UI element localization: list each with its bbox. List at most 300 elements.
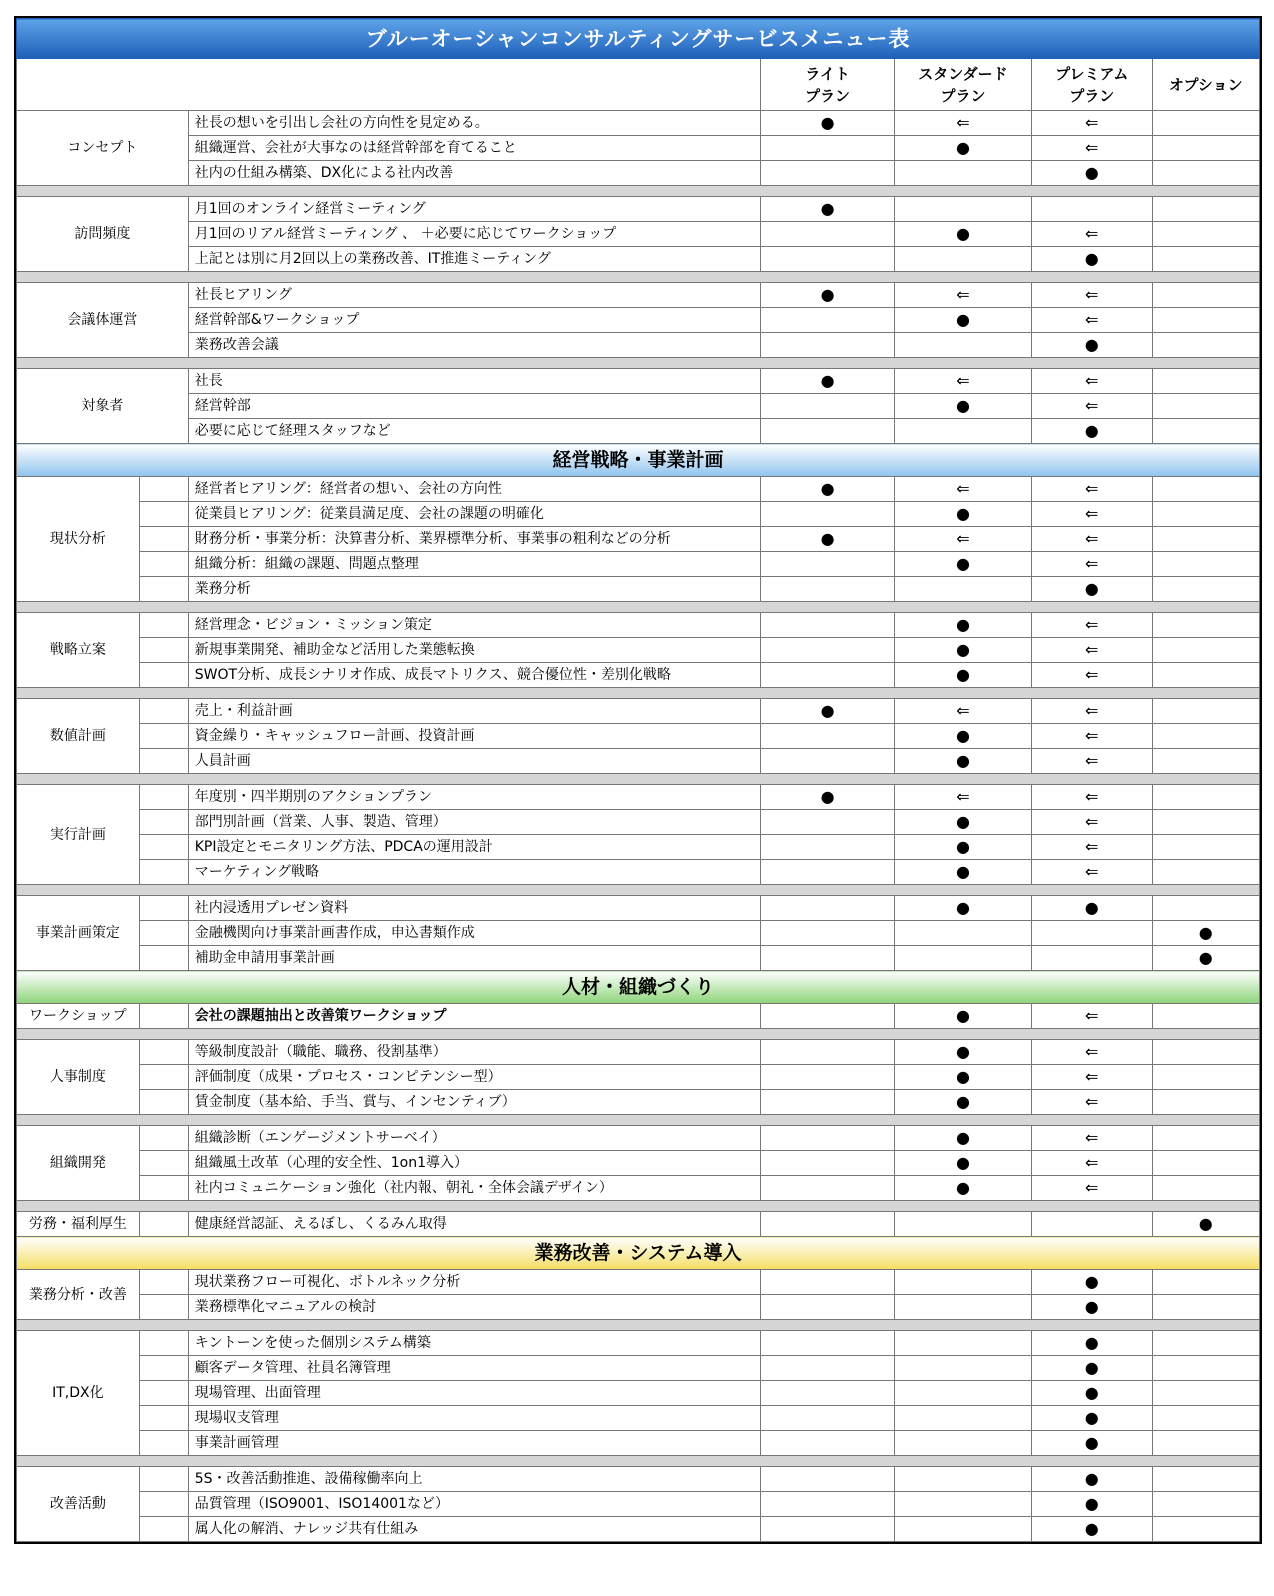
separator-cell: [17, 688, 1260, 699]
mark-standard: ⇐: [895, 527, 1032, 552]
table-row: [17, 1176, 1260, 1201]
table-row: [17, 699, 1260, 724]
mark-lite: [761, 502, 895, 527]
mark-standard: ●: [895, 810, 1032, 835]
mark-option: [1152, 419, 1259, 444]
table-row: [17, 785, 1260, 810]
group-separator: [17, 186, 1260, 197]
mark-option: [1152, 1270, 1259, 1295]
mark-premium: ⇐: [1031, 1176, 1152, 1201]
mark-standard: [895, 921, 1032, 946]
mark-lite: ●: [761, 369, 895, 394]
mark-premium: ⇐: [1031, 1004, 1152, 1029]
mark-premium: ●: [1031, 896, 1152, 921]
mark-premium: ⇐: [1031, 136, 1152, 161]
mark-option: [1152, 1040, 1259, 1065]
mark-lite: [761, 1004, 895, 1029]
table-row: [17, 477, 1260, 502]
item-description: 月1回のリアル経営ミーティング 、 ＋必要に応じてワークショップ: [188, 222, 760, 247]
subcategory-cell: [139, 552, 188, 577]
item-description: 社長ヒアリング: [188, 283, 760, 308]
subcategory-cell: [139, 724, 188, 749]
mark-lite: [761, 946, 895, 971]
subcategory-cell: [139, 1331, 188, 1356]
mark-lite: [761, 896, 895, 921]
mark-premium: ⇐: [1031, 1040, 1152, 1065]
mark-premium: ⇐: [1031, 749, 1152, 774]
mark-standard: ●: [895, 1176, 1032, 1201]
item-description: 健康経営認証、えるぼし、くるみん取得: [188, 1212, 760, 1237]
mark-standard: ⇐: [895, 477, 1032, 502]
section-header-row: [17, 1237, 1260, 1270]
mark-option: [1152, 111, 1259, 136]
header-lite-plan: ライト プラン: [761, 59, 895, 111]
mark-option: [1152, 333, 1259, 358]
mark-premium: ⇐: [1031, 527, 1152, 552]
mark-standard: ●: [895, 552, 1032, 577]
mark-option: [1152, 136, 1259, 161]
mark-lite: ●: [761, 111, 895, 136]
mark-premium: ●: [1031, 1517, 1152, 1542]
mark-lite: [761, 577, 895, 602]
mark-lite: ●: [761, 699, 895, 724]
mark-lite: [761, 835, 895, 860]
mark-premium: ⇐: [1031, 552, 1152, 577]
table-row: [17, 1270, 1260, 1295]
mark-premium: ⇐: [1031, 283, 1152, 308]
subcategory-cell: [139, 1004, 188, 1029]
mark-standard: ⇐: [895, 283, 1032, 308]
mark-lite: [761, 394, 895, 419]
separator-cell: [17, 272, 1260, 283]
header-premium-plan: プレミアム プラン: [1031, 59, 1152, 111]
mark-standard: ⇐: [895, 111, 1032, 136]
mark-standard: [895, 197, 1032, 222]
mark-lite: [761, 1356, 895, 1381]
table-row: [17, 1381, 1260, 1406]
mark-lite: [761, 1040, 895, 1065]
mark-premium: ⇐: [1031, 785, 1152, 810]
item-description: 評価制度（成果・プロセス・コンピテンシー型）: [188, 1065, 760, 1090]
mark-lite: [761, 161, 895, 186]
mark-option: [1152, 1065, 1259, 1090]
mark-standard: [895, 1212, 1032, 1237]
header-blank: [17, 59, 761, 111]
item-description: KPI設定とモニタリング方法、PDCAの運用設計: [188, 835, 760, 860]
mark-lite: [761, 613, 895, 638]
mark-standard: ●: [895, 860, 1032, 885]
group-separator: [17, 1115, 1260, 1126]
subcategory-cell: [139, 1270, 188, 1295]
mark-lite: [761, 1492, 895, 1517]
mark-lite: [761, 1065, 895, 1090]
category-label: 人事制度: [17, 1040, 140, 1115]
item-description: 部門別計画（営業、人事、製造、管理）: [188, 810, 760, 835]
separator-cell: [17, 774, 1260, 785]
table-row: [17, 921, 1260, 946]
mark-premium: ⇐: [1031, 1065, 1152, 1090]
mark-option: [1152, 247, 1259, 272]
mark-lite: [761, 724, 895, 749]
mark-standard: ●: [895, 1151, 1032, 1176]
mark-standard: [895, 333, 1032, 358]
subcategory-cell: [139, 1176, 188, 1201]
table-row: [17, 1356, 1260, 1381]
mark-lite: [761, 1381, 895, 1406]
item-description: 経営理念・ビジョン・ミッション策定: [188, 613, 760, 638]
table-row: [17, 896, 1260, 921]
mark-premium: ⇐: [1031, 394, 1152, 419]
category-label: IT,DX化: [17, 1331, 140, 1456]
category-label: 改善活動: [17, 1467, 140, 1542]
mark-standard: [895, 577, 1032, 602]
mark-option: [1152, 1492, 1259, 1517]
table-row: [17, 552, 1260, 577]
subcategory-cell: [139, 1517, 188, 1542]
category-label: ワークショップ: [17, 1004, 140, 1029]
mark-premium: ⇐: [1031, 663, 1152, 688]
mark-premium: ⇐: [1031, 308, 1152, 333]
item-description: 等級制度設計（職能、職務、役割基準）: [188, 1040, 760, 1065]
category-label: 会議体運営: [17, 283, 189, 358]
mark-premium: ⇐: [1031, 1151, 1152, 1176]
group-separator: [17, 774, 1260, 785]
mark-option: [1152, 810, 1259, 835]
mark-standard: [895, 1492, 1032, 1517]
item-description: 社長: [188, 369, 760, 394]
mark-premium: ●: [1031, 1492, 1152, 1517]
table-row: [17, 308, 1260, 333]
mark-lite: [761, 663, 895, 688]
category-label: 実行計画: [17, 785, 140, 885]
item-description: 組織風土改革（心理的安全性、1on1導入）: [188, 1151, 760, 1176]
mark-option: [1152, 785, 1259, 810]
table-row: [17, 810, 1260, 835]
mark-lite: ●: [761, 527, 895, 552]
table-row: [17, 638, 1260, 663]
mark-standard: [895, 1517, 1032, 1542]
mark-option: [1152, 502, 1259, 527]
mark-option: [1152, 860, 1259, 885]
mark-standard: ●: [895, 1040, 1032, 1065]
mark-standard: ●: [895, 749, 1032, 774]
section-title: 業務改善・システム導入: [17, 1237, 1260, 1270]
separator-cell: [17, 358, 1260, 369]
mark-lite: [761, 1467, 895, 1492]
mark-premium: [1031, 921, 1152, 946]
table-row: [17, 613, 1260, 638]
item-description: 社内浸透用プレゼン資料: [188, 896, 760, 921]
mark-option: [1152, 638, 1259, 663]
item-description: 賃金制度（基本給、手当、賞与、インセンティブ）: [188, 1090, 760, 1115]
mark-premium: ⇐: [1031, 860, 1152, 885]
mark-standard: ⇐: [895, 785, 1032, 810]
subcategory-cell: [139, 613, 188, 638]
category-label: コンセプト: [17, 111, 189, 186]
mark-lite: [761, 222, 895, 247]
item-description: 補助金申請用事業計画: [188, 946, 760, 971]
subcategory-cell: [139, 810, 188, 835]
subcategory-cell: [139, 1151, 188, 1176]
item-description: 現場収支管理: [188, 1406, 760, 1431]
table-row: [17, 197, 1260, 222]
subcategory-cell: [139, 663, 188, 688]
item-description: 資金繰り・キャッシュフロー計画、投資計画: [188, 724, 760, 749]
mark-option: [1152, 1176, 1259, 1201]
mark-lite: [761, 749, 895, 774]
mark-premium: ⇐: [1031, 369, 1152, 394]
mark-standard: ⇐: [895, 369, 1032, 394]
item-description: SWOT分析、成長シナリオ作成、成長マトリクス、競合優位性・差別化戦略: [188, 663, 760, 688]
subcategory-cell: [139, 1356, 188, 1381]
table-row: [17, 136, 1260, 161]
mark-option: [1152, 896, 1259, 921]
mark-option: [1152, 699, 1259, 724]
table-row: [17, 1090, 1260, 1115]
mark-option: [1152, 552, 1259, 577]
group-separator: [17, 602, 1260, 613]
mark-standard: ●: [895, 1065, 1032, 1090]
item-description: 新規事業開発、補助金など活用した業態転換: [188, 638, 760, 663]
mark-premium: [1031, 946, 1152, 971]
mark-standard: ●: [895, 663, 1032, 688]
mark-option: [1152, 1126, 1259, 1151]
mark-option: [1152, 1004, 1259, 1029]
mark-option: [1152, 835, 1259, 860]
subcategory-cell: [139, 1040, 188, 1065]
mark-lite: ●: [761, 785, 895, 810]
mark-option: [1152, 1356, 1259, 1381]
mark-premium: ●: [1031, 1295, 1152, 1320]
mark-lite: [761, 921, 895, 946]
mark-lite: [761, 1212, 895, 1237]
item-description: 上記とは別に月2回以上の業務改善、IT推進ミーティング: [188, 247, 760, 272]
mark-option: [1152, 724, 1259, 749]
mark-standard: [895, 946, 1032, 971]
table-row: [17, 577, 1260, 602]
separator-cell: [17, 1456, 1260, 1467]
mark-standard: [895, 1331, 1032, 1356]
subcategory-cell: [139, 785, 188, 810]
mark-standard: ⇐: [895, 699, 1032, 724]
item-description: 経営幹部&ワークショップ: [188, 308, 760, 333]
mark-lite: [761, 1331, 895, 1356]
mark-premium: ⇐: [1031, 477, 1152, 502]
subcategory-cell: [139, 860, 188, 885]
subcategory-cell: [139, 1492, 188, 1517]
mark-option: [1152, 222, 1259, 247]
mark-option: [1152, 1331, 1259, 1356]
mark-standard: ●: [895, 136, 1032, 161]
item-description: 品質管理（ISO9001、ISO14001など）: [188, 1492, 760, 1517]
table-row: [17, 946, 1260, 971]
item-description: 業務標準化マニュアルの検討: [188, 1295, 760, 1320]
table-row: [17, 419, 1260, 444]
item-description: キントーンを使った個別システム構築: [188, 1331, 760, 1356]
table-row: [17, 1295, 1260, 1320]
header-standard-plan: スタンダード プラン: [895, 59, 1032, 111]
category-label: 戦略立案: [17, 613, 140, 688]
mark-option: [1152, 1406, 1259, 1431]
item-description: 金融機関向け事業計画書作成，申込書類作成: [188, 921, 760, 946]
separator-cell: [17, 885, 1260, 896]
mark-lite: [761, 638, 895, 663]
subcategory-cell: [139, 896, 188, 921]
subcategory-cell: [139, 1295, 188, 1320]
mark-standard: [895, 1467, 1032, 1492]
mark-premium: ●: [1031, 1356, 1152, 1381]
service-menu-sheet: [14, 16, 1262, 1544]
table-row: [17, 247, 1260, 272]
item-description: 顧客データ管理、社員名簿管理: [188, 1356, 760, 1381]
mark-lite: [761, 860, 895, 885]
mark-premium: ●: [1031, 1381, 1152, 1406]
mark-premium: ⇐: [1031, 1126, 1152, 1151]
mark-premium: ●: [1031, 1431, 1152, 1456]
mark-option: [1152, 308, 1259, 333]
group-separator: [17, 688, 1260, 699]
mark-lite: [761, 419, 895, 444]
subcategory-cell: [139, 1126, 188, 1151]
mark-standard: ●: [895, 638, 1032, 663]
subcategory-cell: [139, 946, 188, 971]
mark-standard: [895, 419, 1032, 444]
group-separator: [17, 1201, 1260, 1212]
separator-cell: [17, 1115, 1260, 1126]
item-description: 経営者ヒアリング：経営者の想い、会社の方向性: [188, 477, 760, 502]
mark-premium: ⇐: [1031, 835, 1152, 860]
mark-option: ●: [1152, 946, 1259, 971]
mark-standard: ●: [895, 724, 1032, 749]
table-row: [17, 835, 1260, 860]
separator-cell: [17, 1029, 1260, 1040]
mark-standard: [895, 1270, 1032, 1295]
table-row: [17, 1331, 1260, 1356]
section-title: 経営戦略・事業計画: [17, 444, 1260, 477]
mark-lite: [761, 136, 895, 161]
category-label: 労務・福利厚生: [17, 1212, 140, 1237]
mark-premium: ●: [1031, 1406, 1152, 1431]
table-row: [17, 161, 1260, 186]
mark-option: [1152, 749, 1259, 774]
table-row: [17, 1040, 1260, 1065]
item-description: 社内コミュニケーション強化（社内報、朝礼・全体会議デザイン）: [188, 1176, 760, 1201]
service-menu-table: [16, 18, 1260, 1542]
mark-lite: [761, 1126, 895, 1151]
mark-standard: [895, 1406, 1032, 1431]
mark-option: ●: [1152, 1212, 1259, 1237]
table-row: [17, 283, 1260, 308]
mark-option: [1152, 1381, 1259, 1406]
mark-lite: [761, 1090, 895, 1115]
mark-lite: [761, 810, 895, 835]
table-row: [17, 663, 1260, 688]
subcategory-cell: [139, 1431, 188, 1456]
mark-lite: [761, 1270, 895, 1295]
subcategory-cell: [139, 1467, 188, 1492]
mark-standard: ●: [895, 502, 1032, 527]
mark-standard: ●: [895, 896, 1032, 921]
table-row: [17, 1467, 1260, 1492]
item-description: 組織診断（エンゲージメントサーベイ）: [188, 1126, 760, 1151]
table-row: [17, 1126, 1260, 1151]
group-separator: [17, 1320, 1260, 1331]
separator-cell: [17, 602, 1260, 613]
mark-standard: ●: [895, 308, 1032, 333]
subcategory-cell: [139, 577, 188, 602]
item-description: 業務改善会議: [188, 333, 760, 358]
table-row: [17, 1065, 1260, 1090]
mark-lite: [761, 333, 895, 358]
separator-cell: [17, 1320, 1260, 1331]
table-row: [17, 111, 1260, 136]
item-description: 必要に応じて経理スタッフなど: [188, 419, 760, 444]
group-separator: [17, 272, 1260, 283]
mark-premium: ⇐: [1031, 613, 1152, 638]
subcategory-cell: [139, 638, 188, 663]
mark-premium: ●: [1031, 1270, 1152, 1295]
mark-standard: ●: [895, 835, 1032, 860]
item-description: 経営幹部: [188, 394, 760, 419]
table-row: [17, 369, 1260, 394]
mark-option: [1152, 1090, 1259, 1115]
table-row: [17, 1517, 1260, 1542]
item-description: 現場管理、出面管理: [188, 1381, 760, 1406]
table-row: [17, 502, 1260, 527]
item-description: 会社の課題抽出と改善策ワークショップ: [188, 1004, 760, 1029]
item-description: 現状業務フロー可視化、ボトルネック分析: [188, 1270, 760, 1295]
mark-premium: ●: [1031, 333, 1152, 358]
section-header-row: [17, 971, 1260, 1004]
table-row: [17, 1151, 1260, 1176]
mark-lite: ●: [761, 197, 895, 222]
subcategory-cell: [139, 835, 188, 860]
header-option: オプション: [1152, 59, 1259, 111]
mark-standard: ●: [895, 222, 1032, 247]
mark-option: [1152, 663, 1259, 688]
mark-standard: ●: [895, 1090, 1032, 1115]
table-row: [17, 1212, 1260, 1237]
mark-lite: [761, 308, 895, 333]
item-description: 社長の想いを引出し会社の方向性を見定める。: [188, 111, 760, 136]
mark-option: [1152, 197, 1259, 222]
group-separator: [17, 1456, 1260, 1467]
group-separator: [17, 358, 1260, 369]
category-label: 業務分析・改善: [17, 1270, 140, 1320]
table-row: [17, 394, 1260, 419]
subcategory-cell: [139, 1212, 188, 1237]
mark-lite: [761, 552, 895, 577]
item-description: 組織分析：組織の課題、問題点整理: [188, 552, 760, 577]
item-description: 人員計画: [188, 749, 760, 774]
mark-premium: ●: [1031, 419, 1152, 444]
mark-premium: ⇐: [1031, 810, 1152, 835]
mark-premium: [1031, 1212, 1152, 1237]
mark-option: [1152, 577, 1259, 602]
mark-option: [1152, 477, 1259, 502]
item-description: 業務分析: [188, 577, 760, 602]
category-label: 訪問頻度: [17, 197, 189, 272]
item-description: 属人化の解消、ナレッジ共有仕組み: [188, 1517, 760, 1542]
mark-standard: [895, 161, 1032, 186]
mark-standard: ●: [895, 394, 1032, 419]
mark-standard: ●: [895, 1004, 1032, 1029]
mark-premium: ●: [1031, 247, 1152, 272]
mark-option: [1152, 1151, 1259, 1176]
item-description: 売上・利益計画: [188, 699, 760, 724]
mark-option: ●: [1152, 921, 1259, 946]
separator-cell: [17, 1201, 1260, 1212]
